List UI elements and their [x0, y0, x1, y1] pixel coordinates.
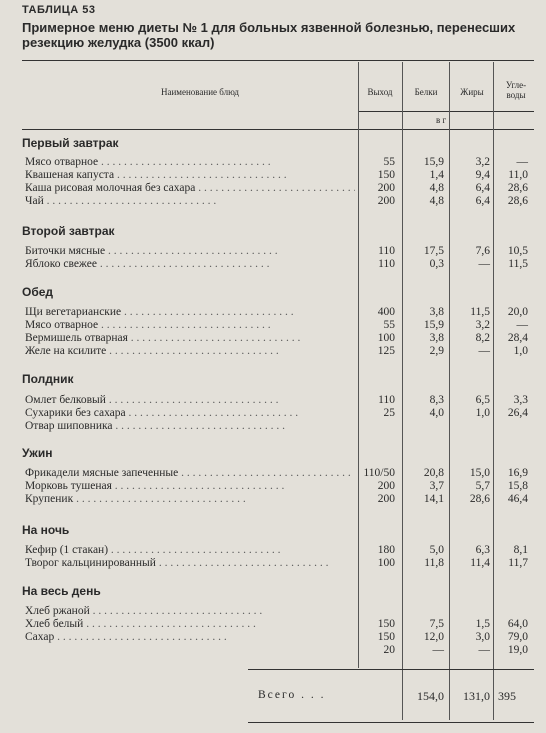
dish-name: Крупеник . . . [25, 493, 355, 506]
dish-name: Вермишель отварная . . . [25, 332, 355, 345]
protein-cell: 20,8 [423, 467, 444, 479]
yield-cell: 150 [377, 169, 395, 181]
header-unit: в г [436, 115, 447, 125]
table-row [0, 195, 546, 208]
yield-cell: 110/50 [363, 467, 395, 479]
protein-cell: 14,1 [423, 493, 444, 505]
column-divider-1 [358, 62, 359, 668]
carbs-cell: 15,8 [507, 480, 528, 492]
dish-name: Мясо отварное . . . [25, 156, 355, 169]
table-row [0, 306, 546, 319]
protein-cell: 4,0 [429, 407, 444, 419]
table-row [0, 319, 546, 332]
dish-name: Творог кальцинированный . . . [25, 557, 355, 570]
header-protein: Белки [414, 87, 438, 97]
carbs-cell: 20,0 [507, 306, 528, 318]
carbs-cell: 19,0 [507, 644, 528, 656]
yield-cell: 150 [377, 631, 395, 643]
section-title: Ужин [22, 446, 53, 460]
yield-cell: 200 [377, 493, 395, 505]
dish-name: Сухарики без сахара . . . [25, 407, 355, 420]
total-carbs: 395 [498, 689, 516, 703]
table-row [0, 345, 546, 358]
fat-cell: — [478, 258, 490, 270]
dish-name: Кефир (1 стакан) . . . [25, 544, 355, 557]
yield-cell: 20 [383, 644, 395, 656]
dish-name: Омлет белковый . . . [25, 394, 355, 407]
dish-name: Яблоко свежее . . . [25, 258, 355, 271]
fat-cell: 7,6 [475, 245, 490, 257]
fat-cell: 11,4 [470, 557, 490, 569]
table-row [0, 332, 546, 345]
yield-cell: 200 [377, 195, 395, 207]
table-title: Примерное меню диеты № 1 для больных язвенной болезнью, перенесших резекцию желудка (3500 ккал) [22, 20, 516, 50]
carbs-cell: 16,9 [507, 467, 528, 479]
fat-cell: 1,5 [475, 618, 490, 630]
carbs-cell: 64,0 [507, 618, 528, 630]
yield-cell: 400 [377, 306, 395, 318]
fat-cell: 6,3 [475, 544, 490, 556]
dish-name: Желе на ксилите . . . [25, 345, 355, 358]
table-row [0, 544, 546, 557]
carbs-cell: 28,4 [507, 332, 528, 344]
table-label: ТАБЛИЦА 53 [22, 4, 96, 16]
carbs-cell: 3,3 [513, 394, 528, 406]
table-row [0, 182, 546, 195]
dish-name: Мясо отварное . . . [25, 319, 355, 332]
table-row [0, 480, 546, 493]
fat-cell: 8,2 [475, 332, 490, 344]
carbs-cell: — [516, 156, 528, 168]
dish-name: Биточки мясные . . . [25, 245, 355, 258]
table-row [0, 605, 546, 618]
dish-name: Каша рисовая молочная без сахара . . . [25, 182, 355, 195]
protein-cell: 8,3 [429, 394, 444, 406]
section-title: На ночь [22, 523, 70, 537]
table-row [0, 258, 546, 271]
total-rule [248, 669, 534, 670]
table-row [0, 394, 546, 407]
header-top-rule [22, 60, 534, 61]
yield-cell: 110 [378, 258, 395, 270]
yield-cell: 125 [377, 345, 395, 357]
protein-cell: 7,5 [429, 618, 444, 630]
table-row [0, 420, 546, 433]
header-unit-rule [358, 111, 534, 112]
protein-cell: 15,9 [423, 156, 444, 168]
fat-cell: 9,4 [475, 169, 490, 181]
total-label: Всего . . . [258, 689, 326, 701]
yield-cell: 55 [383, 319, 395, 331]
carbs-cell: 26,4 [507, 407, 528, 419]
table-row [0, 631, 546, 644]
section-title: Полдник [22, 372, 74, 386]
protein-cell: 15,9 [423, 319, 444, 331]
protein-cell: 0,3 [429, 258, 444, 270]
fat-cell: 3,2 [475, 156, 490, 168]
yield-cell: 200 [377, 182, 395, 194]
fat-cell: 3,0 [475, 631, 490, 643]
protein-cell: 3,7 [429, 480, 444, 492]
carbs-cell: 28,6 [507, 195, 528, 207]
dish-name: Хлеб ржаной . . . [25, 605, 355, 618]
yield-cell: 25 [383, 407, 395, 419]
fat-cell: 11,5 [470, 306, 490, 318]
yield-cell: 110 [378, 394, 395, 406]
carbs-cell: 11,0 [508, 169, 528, 181]
bottom-rule [248, 722, 534, 723]
yield-cell: 100 [377, 332, 395, 344]
fat-cell: — [478, 644, 490, 656]
section-title: На весь день [22, 584, 101, 598]
header-carbs: Угле- воды [505, 80, 527, 100]
fat-cell: 1,0 [475, 407, 490, 419]
dish-name: Фрикадели мясные запеченные . . . [25, 467, 355, 480]
header-bottom-rule [22, 129, 534, 130]
protein-cell: 3,8 [429, 332, 444, 344]
dish-name: Хлеб белый . . . [25, 618, 355, 631]
fat-cell: 6,5 [475, 394, 490, 406]
section-title: Обед [22, 285, 54, 299]
fat-cell: 6,4 [475, 182, 490, 194]
section-title: Второй завтрак [22, 224, 115, 238]
carbs-cell: 46,4 [507, 493, 528, 505]
yield-cell: 55 [383, 156, 395, 168]
yield-cell: 100 [377, 557, 395, 569]
yield-cell: 200 [377, 480, 395, 492]
protein-cell: 17,5 [423, 245, 444, 257]
dish-name: Квашеная капуста . . . [25, 169, 355, 182]
table-row [0, 156, 546, 169]
carbs-cell: — [516, 319, 528, 331]
protein-cell: 2,9 [429, 345, 444, 357]
table-row [0, 493, 546, 506]
carbs-cell: 10,5 [507, 245, 528, 257]
fat-cell: 15,0 [469, 467, 490, 479]
dish-name: Отвар шиповника . . . [25, 420, 355, 433]
yield-cell: 180 [377, 544, 395, 556]
protein-cell: 11,8 [424, 557, 444, 569]
table-row [0, 245, 546, 258]
table-row [0, 644, 546, 657]
fat-cell: — [478, 345, 490, 357]
fat-cell: 28,6 [469, 493, 490, 505]
total-protein: 154,0 [417, 689, 444, 703]
protein-cell: — [432, 644, 444, 656]
protein-cell: 3,8 [429, 306, 444, 318]
header-yield: Выход [367, 87, 393, 97]
yield-cell: 150 [377, 618, 395, 630]
protein-cell: 5,0 [429, 544, 444, 556]
fat-cell: 5,7 [475, 480, 490, 492]
table-row [0, 557, 546, 570]
carbs-cell: 28,6 [507, 182, 528, 194]
dish-name: Чай . . . [25, 195, 355, 208]
carbs-cell: 79,0 [507, 631, 528, 643]
carbs-cell: 1,0 [513, 345, 528, 357]
protein-cell: 4,8 [429, 182, 444, 194]
carbs-cell: 11,7 [508, 557, 528, 569]
dish-name: Сахар . . . [25, 631, 355, 644]
protein-cell: 4,8 [429, 195, 444, 207]
table-row [0, 618, 546, 631]
protein-cell: 12,0 [423, 631, 444, 643]
yield-cell: 110 [378, 245, 395, 257]
header-fat: Жиры [460, 87, 484, 97]
fat-cell: 6,4 [475, 195, 490, 207]
total-fat: 131,0 [463, 689, 490, 703]
protein-cell: 1,4 [429, 169, 444, 181]
table-row [0, 169, 546, 182]
section-title: Первый завтрак [22, 136, 119, 150]
table-row [0, 467, 546, 480]
table-row [0, 407, 546, 420]
carbs-cell: 11,5 [508, 258, 528, 270]
carbs-cell: 8,1 [513, 544, 528, 556]
dish-name: Щи вегетарианские . . . [25, 306, 355, 319]
dish-name: Морковь тушеная . . . [25, 480, 355, 493]
header-dish-name: Наименование блюд [160, 87, 239, 97]
fat-cell: 3,2 [475, 319, 490, 331]
